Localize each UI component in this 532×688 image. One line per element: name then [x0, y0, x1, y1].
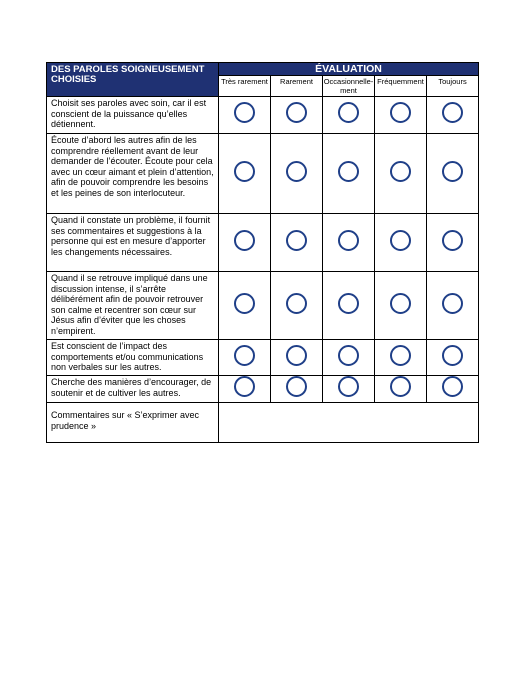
radio-occasionnellement[interactable] — [338, 102, 359, 123]
option-label-frequemment: Fréquemment — [375, 76, 427, 97]
option-label-occasionnellement: Occasionnelle-ment — [323, 77, 374, 95]
question-row — [47, 134, 479, 214]
option-label-toujours: Toujours — [427, 76, 479, 97]
radio-frequemment[interactable] — [390, 293, 411, 314]
radio-frequemment[interactable] — [390, 230, 411, 251]
radio-occasionnellement[interactable] — [338, 345, 359, 366]
question-row — [47, 340, 479, 376]
comments-label: Commentaires sur « S’exprimer avec prudence » — [47, 403, 219, 443]
radio-rarement[interactable] — [286, 161, 307, 182]
radio-rarement[interactable] — [286, 345, 307, 366]
radio-tres-rarement[interactable] — [234, 376, 255, 397]
question-text: Écoute d’abord les autres afin de les comprendre réellement avant de leur demander de l’écouter. Écoute pour cela avec un cœur aimant et plein d’attention, afin de pouvoir comprendre les besoins et les peines de son interlocuteur. — [47, 134, 219, 214]
radio-rarement[interactable] — [286, 376, 307, 397]
radio-frequemment[interactable] — [390, 161, 411, 182]
radio-rarement[interactable] — [286, 102, 307, 123]
comments-field[interactable] — [219, 403, 479, 443]
radio-frequemment[interactable] — [390, 102, 411, 123]
question-text: Est conscient de l’impact des comportements et/ou communications non verbales sur les autres. — [47, 340, 219, 376]
question-row — [47, 214, 479, 272]
radio-tres-rarement[interactable] — [234, 293, 255, 314]
radio-occasionnellement[interactable] — [338, 376, 359, 397]
radio-occasionnellement[interactable] — [338, 161, 359, 182]
question-text: Quand il se retrouve impliqué dans une discussion intense, il s’arrête délibérément afin de pouvoir retrouver son calme et recentrer son cœur sur Jésus afin d’éviter que les choses n’empirent. — [47, 272, 219, 340]
option-label-tres-rarement: Très rarement — [219, 76, 271, 97]
question-text: Cherche des manières d’encourager, de soutenir et de cultiver les autres. — [47, 376, 219, 403]
radio-frequemment[interactable] — [390, 376, 411, 397]
question-text: Choisit ses paroles avec soin, car il est conscient de la puissance qu’elles détiennent. — [47, 97, 219, 134]
question-row — [47, 97, 479, 134]
radio-toujours[interactable] — [442, 102, 463, 123]
radio-toujours[interactable] — [442, 376, 463, 397]
radio-tres-rarement[interactable] — [234, 102, 255, 123]
radio-tres-rarement[interactable] — [234, 161, 255, 182]
radio-occasionnellement[interactable] — [338, 230, 359, 251]
radio-rarement[interactable] — [286, 230, 307, 251]
radio-rarement[interactable] — [286, 293, 307, 314]
radio-toujours[interactable] — [442, 230, 463, 251]
radio-toujours[interactable] — [442, 161, 463, 182]
evaluation-title: ÉVALUATION — [219, 63, 479, 76]
question-row — [47, 272, 479, 340]
radio-frequemment[interactable] — [390, 345, 411, 366]
radio-occasionnellement[interactable] — [338, 293, 359, 314]
radio-tres-rarement[interactable] — [234, 230, 255, 251]
header-row — [47, 63, 479, 76]
section-title: DES PAROLES SOIGNEUSEMENT CHOISIES — [47, 63, 219, 97]
question-text: Quand il constate un problème, il fournit ses commentaires et suggestions à la personne qui est en mesure d’apporter les changements nécessaires. — [47, 214, 219, 272]
question-row — [47, 376, 479, 403]
radio-tres-rarement[interactable] — [234, 345, 255, 366]
comments-row — [47, 403, 479, 443]
evaluation-table — [46, 62, 479, 443]
radio-toujours[interactable] — [442, 293, 463, 314]
option-label-rarement: Rarement — [271, 76, 323, 97]
radio-toujours[interactable] — [442, 345, 463, 366]
